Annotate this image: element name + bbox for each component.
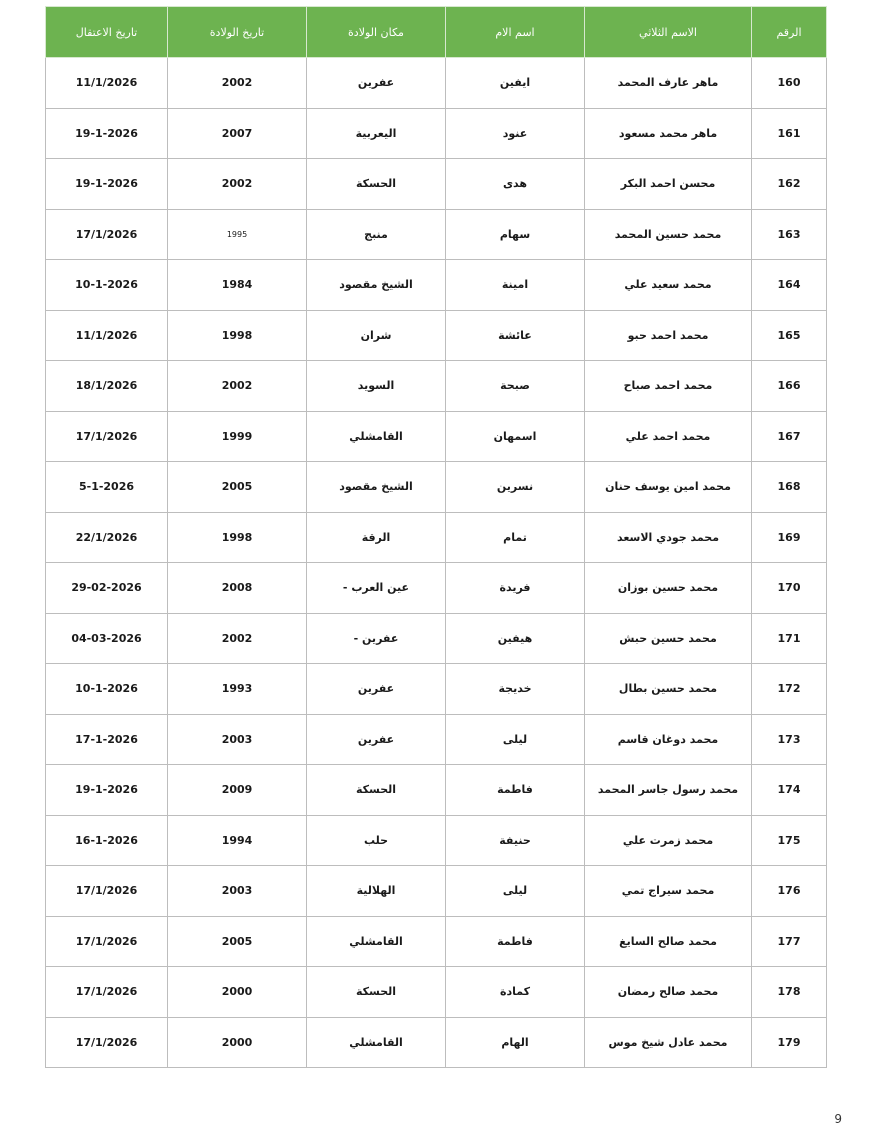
cell-full-name: محمد امين يوسف حنان [585, 462, 752, 513]
table-row [46, 512, 827, 563]
cell-full-name: محمد سعيد علي [585, 260, 752, 311]
cell-mother-name: كمادة [446, 967, 585, 1018]
cell-birth-date: 1995 [168, 209, 307, 260]
cell-number: 165 [752, 310, 827, 361]
cell-number: 174 [752, 765, 827, 816]
cell-mother-name: فاطمة [446, 916, 585, 967]
cell-full-name: محمد حسين بطال [585, 664, 752, 715]
cell-full-name: محمد سيراج تمي [585, 866, 752, 917]
cell-birth-place: شران [307, 310, 446, 361]
table-row [46, 462, 827, 513]
cell-full-name: محمد احمد علي [585, 411, 752, 462]
header-mother-name: اسم الام [446, 7, 585, 58]
table-row [46, 411, 827, 462]
cell-birth-place: اليعربية [307, 108, 446, 159]
cell-mother-name: هيفين [446, 613, 585, 664]
cell-birth-place: القامشلي [307, 916, 446, 967]
cell-arrest-date: 10-1-2026 [46, 260, 168, 311]
header-birth-date: تاريخ الولادة [168, 7, 307, 58]
cell-birth-date: 2002 [168, 613, 307, 664]
cell-arrest-date: 10-1-2026 [46, 664, 168, 715]
table-header [46, 7, 827, 58]
cell-birth-date: 2007 [168, 108, 307, 159]
cell-birth-date: 2005 [168, 916, 307, 967]
cell-birth-date: 1994 [168, 815, 307, 866]
cell-number: 177 [752, 916, 827, 967]
cell-birth-date: 1993 [168, 664, 307, 715]
table-row [46, 1017, 827, 1068]
cell-birth-place: القامشلي [307, 411, 446, 462]
table-row [46, 58, 827, 109]
cell-full-name: محمد زمرت علي [585, 815, 752, 866]
table-row [46, 310, 827, 361]
cell-mother-name: عائشة [446, 310, 585, 361]
table-row [46, 563, 827, 614]
cell-birth-place: عفرين [307, 58, 446, 109]
cell-mother-name: حنيفة [446, 815, 585, 866]
cell-arrest-date: 19-1-2026 [46, 765, 168, 816]
table-row [46, 815, 827, 866]
cell-mother-name: خديجة [446, 664, 585, 715]
cell-mother-name: نسرين [446, 462, 585, 513]
cell-birth-place: السويد [307, 361, 446, 412]
cell-birth-place: عفرين - [307, 613, 446, 664]
cell-birth-place: الشيخ مقصود [307, 462, 446, 513]
cell-arrest-date: 18/1/2026 [46, 361, 168, 412]
cell-birth-date: 2000 [168, 1017, 307, 1068]
cell-full-name: محمد عادل شيخ موس [585, 1017, 752, 1068]
cell-full-name: محمد حسين بوزان [585, 563, 752, 614]
cell-birth-date: 2000 [168, 967, 307, 1018]
cell-birth-date: 1999 [168, 411, 307, 462]
cell-birth-place: الهلالية [307, 866, 446, 917]
cell-arrest-date: 19-1-2026 [46, 159, 168, 210]
cell-full-name: محمد حسين حبش [585, 613, 752, 664]
cell-arrest-date: 17/1/2026 [46, 411, 168, 462]
table-row [46, 613, 827, 664]
cell-birth-place: عين العرب - [307, 563, 446, 614]
cell-full-name: محمد احمد صباح [585, 361, 752, 412]
cell-birth-date: 1998 [168, 310, 307, 361]
header-row [46, 7, 827, 58]
cell-number: 164 [752, 260, 827, 311]
table-row [46, 765, 827, 816]
cell-birth-date: 1998 [168, 512, 307, 563]
header-arrest-date: تاريخ الاعتقال [46, 7, 168, 58]
cell-birth-place: الحسكة [307, 967, 446, 1018]
cell-mother-name: عنود [446, 108, 585, 159]
cell-number: 172 [752, 664, 827, 715]
cell-mother-name: صبحة [446, 361, 585, 412]
cell-birth-place: عفرين [307, 664, 446, 715]
cell-number: 170 [752, 563, 827, 614]
cell-mother-name: اسمهان [446, 411, 585, 462]
cell-birth-date: 2002 [168, 159, 307, 210]
cell-arrest-date: 17/1/2026 [46, 967, 168, 1018]
cell-full-name: محسن احمد البكر [585, 159, 752, 210]
cell-arrest-date: 04-03-2026 [46, 613, 168, 664]
cell-mother-name: ليلى [446, 866, 585, 917]
cell-arrest-date: 17-1-2026 [46, 714, 168, 765]
table-row [46, 209, 827, 260]
cell-birth-date: 2003 [168, 866, 307, 917]
cell-arrest-date: 19-1-2026 [46, 108, 168, 159]
cell-birth-date: 2005 [168, 462, 307, 513]
cell-number: 173 [752, 714, 827, 765]
cell-mother-name: هدى [446, 159, 585, 210]
cell-full-name: محمد حسين المحمد [585, 209, 752, 260]
cell-number: 162 [752, 159, 827, 210]
cell-full-name: محمد رسول جاسر المحمد [585, 765, 752, 816]
cell-birth-place: الحسكة [307, 765, 446, 816]
cell-birth-place: عفرين [307, 714, 446, 765]
cell-mother-name: الهام [446, 1017, 585, 1068]
cell-mother-name: سهام [446, 209, 585, 260]
cell-arrest-date: 11/1/2026 [46, 58, 168, 109]
cell-full-name: محمد دوغان قاسم [585, 714, 752, 765]
page-number: 9 [834, 1112, 842, 1126]
table-row [46, 361, 827, 412]
table-row [46, 866, 827, 917]
cell-birth-date: 2002 [168, 361, 307, 412]
cell-number: 169 [752, 512, 827, 563]
cell-arrest-date: 17/1/2026 [46, 1017, 168, 1068]
cell-arrest-date: 22/1/2026 [46, 512, 168, 563]
records-table [45, 6, 827, 1068]
cell-arrest-date: 17/1/2026 [46, 916, 168, 967]
cell-full-name: محمد صالح السايغ [585, 916, 752, 967]
table-row [46, 967, 827, 1018]
cell-birth-date: 2002 [168, 58, 307, 109]
table-row [46, 108, 827, 159]
cell-full-name: محمد جودي الاسعد [585, 512, 752, 563]
cell-mother-name: فريدة [446, 563, 585, 614]
cell-number: 160 [752, 58, 827, 109]
table-row [46, 664, 827, 715]
cell-arrest-date: 5-1-2026 [46, 462, 168, 513]
table-body [46, 58, 827, 1068]
cell-birth-date: 1984 [168, 260, 307, 311]
cell-full-name: محمد احمد حبو [585, 310, 752, 361]
cell-mother-name: فاطمة [446, 765, 585, 816]
cell-birth-date: 2009 [168, 765, 307, 816]
cell-birth-place: الرقة [307, 512, 446, 563]
header-number: الرقم [752, 7, 827, 58]
cell-number: 166 [752, 361, 827, 412]
table-row [46, 159, 827, 210]
cell-number: 171 [752, 613, 827, 664]
header-full-name: الاسم الثلاثي [585, 7, 752, 58]
cell-birth-place: منبج [307, 209, 446, 260]
cell-birth-date: 2008 [168, 563, 307, 614]
cell-arrest-date: 11/1/2026 [46, 310, 168, 361]
table-row [46, 916, 827, 967]
cell-arrest-date: 29-02-2026 [46, 563, 168, 614]
cell-number: 178 [752, 967, 827, 1018]
cell-full-name: ماهر عارف المحمد [585, 58, 752, 109]
cell-birth-place: القامشلي [307, 1017, 446, 1068]
table-row [46, 260, 827, 311]
cell-birth-place: الحسكة [307, 159, 446, 210]
cell-arrest-date: 17/1/2026 [46, 866, 168, 917]
cell-birth-place: الشيخ مقصود [307, 260, 446, 311]
cell-number: 163 [752, 209, 827, 260]
cell-mother-name: امينة [446, 260, 585, 311]
cell-mother-name: تمام [446, 512, 585, 563]
cell-number: 168 [752, 462, 827, 513]
cell-arrest-date: 16-1-2026 [46, 815, 168, 866]
cell-number: 167 [752, 411, 827, 462]
cell-number: 179 [752, 1017, 827, 1068]
header-birth-place: مكان الولادة [307, 7, 446, 58]
cell-birth-date: 2003 [168, 714, 307, 765]
cell-number: 175 [752, 815, 827, 866]
cell-mother-name: ايفين [446, 58, 585, 109]
cell-number: 161 [752, 108, 827, 159]
table-row [46, 714, 827, 765]
cell-birth-place: حلب [307, 815, 446, 866]
cell-mother-name: ليلى [446, 714, 585, 765]
cell-full-name: محمد صالح رمضان [585, 967, 752, 1018]
cell-arrest-date: 17/1/2026 [46, 209, 168, 260]
cell-number: 176 [752, 866, 827, 917]
cell-full-name: ماهر محمد مسعود [585, 108, 752, 159]
